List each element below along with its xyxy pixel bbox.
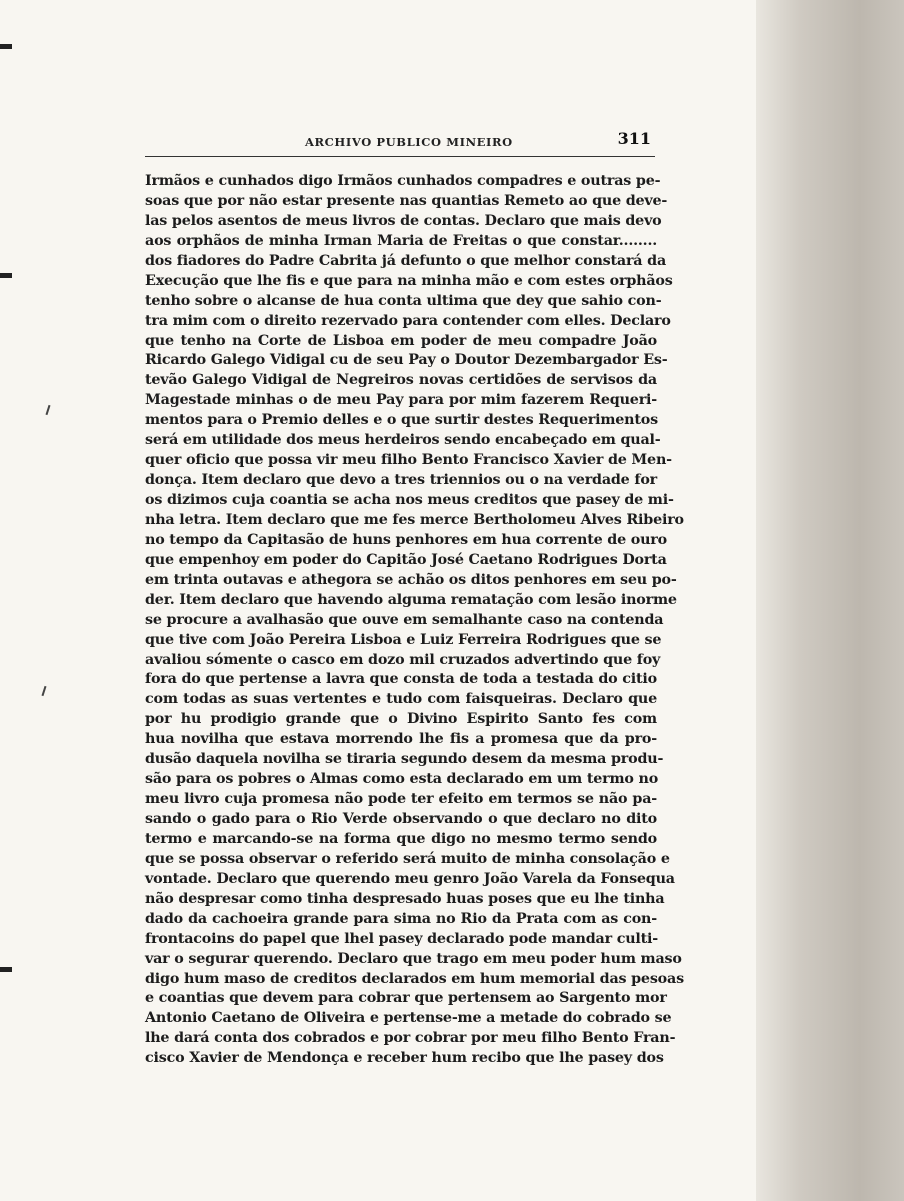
page-header xyxy=(145,127,655,151)
text-line: avaliou sómente o casco em dozo mil cruzados advertindo que foy xyxy=(145,651,661,668)
edge-tab-mark xyxy=(0,44,12,49)
text-line: fora do que pertense a lavra que consta de toda a testada do citio xyxy=(145,671,657,688)
text-line: donça. Item declaro que devo a tres triennios ou o na verdade for xyxy=(145,472,657,489)
text-line: der. Item declaro que havendo alguma rematação com lesão inorme xyxy=(145,591,677,608)
text-line: Ricardo Galego Vidigal cu de seu Pay o Doutor Dezembargador Es- xyxy=(145,352,668,369)
text-line: dusão daquela novilha se tiraria segundo desem da mesma produ- xyxy=(145,751,664,768)
text-line: frontacoins do papel que lhel pasey declarado pode mandar culti- xyxy=(145,930,658,947)
text-line: Irmãos e cunhados digo Irmãos cunhados compadres e outras pe- xyxy=(145,173,661,189)
text-line: vontade. Declaro que querendo meu genro João Varela da Fonsequa xyxy=(145,870,675,887)
running-title: ARCHIVO PUBLICO MINEIRO xyxy=(305,135,513,149)
text-line: os dizimos cuja coantia se acha nos meus creditos que pasey de mi- xyxy=(145,492,674,508)
text-line: termo e marcando-se na forma que digo no mesmo termo sendo xyxy=(145,830,657,847)
text-line: quer oficio que possa vir meu filho Bento Francisco Xavier de Men- xyxy=(145,452,672,469)
text-line: soas que por não estar presente nas quantias Remeto ao que deve- xyxy=(145,192,668,209)
text-line: que tive com João Pereira Lisboa e Luiz Ferreira Rodrigues que se xyxy=(145,631,662,648)
text-line: em trinta outavas e athegora se achão os ditos penhores em seu po- xyxy=(145,571,677,588)
text-line: digo hum maso de creditos declarados em hum memorial das pesoas xyxy=(145,970,684,987)
text-line: dos fiadores do Padre Cabrita já defunto o que melhor constará da xyxy=(145,252,667,269)
text-line: hua novilha que estava morrendo lhe fis a promesa que da pro- xyxy=(145,731,657,748)
text-line: Execução que lhe fis e que para na minha mão e com estes orphãos xyxy=(145,272,673,289)
text-line: que tenho na Corte de Lisboa em poder de meu compadre João xyxy=(145,332,657,349)
text-line: meu livro cuja promesa não pode ter efeito em termos se não pa- xyxy=(145,791,657,808)
text-line: sando o gado para o Rio Verde observando o que declaro no dito xyxy=(145,811,657,827)
text-line: tra mim com o direito rezervado para contender com elles. Declaro xyxy=(145,312,671,329)
text-line: cisco Xavier de Mendonça e receber hum recibo que lhe pasey dos xyxy=(145,1050,664,1067)
text-line: mentos para o Premio delles e o que surtir destes Requerimentos xyxy=(145,412,658,429)
text-line: será em utilidade dos meus herdeiros sendo encabeçado em qual- xyxy=(145,432,661,449)
text-line: se procure a avalhasão que ouve em semalhante caso na contenda xyxy=(145,611,664,628)
book-gutter-shadow xyxy=(756,0,904,1201)
text-line: lhe dará conta dos cobrados e por cobrar por meu filho Bento Fran- xyxy=(145,1030,676,1047)
text-line: Antonio Caetano de Oliveira e pertense-me a metade do cobrado se xyxy=(145,1010,672,1027)
text-line: no tempo da Capitasão de huns penhores em hua corrente de ouro xyxy=(145,531,667,548)
text-line: Magestade minhas o de meu Pay para por mim fazerem Requeri- xyxy=(145,392,657,409)
text-line: las pelos asentos de meus livros de contas. Declaro que mais devo xyxy=(145,212,662,229)
header-rule xyxy=(145,156,655,157)
text-line: aos orphãos de minha Irman Maria de Freitas o que constar........ xyxy=(145,232,657,249)
text-line: são para os pobres o Almas como esta declarado em um termo no xyxy=(145,771,659,788)
text-line: e coantias que devem para cobrar que pertensem ao Sargento mor xyxy=(145,990,667,1007)
text-line: que empenhoy em poder do Capitão José Caetano Rodrigues Dorta xyxy=(145,551,667,568)
text-line: não despresar como tinha despresado huas poses que eu lhe tinha xyxy=(145,890,665,907)
text-line: tevão Galego Vidigal de Negreiros novas certidões de servisos da xyxy=(145,372,657,389)
text-line: var o segurar querendo. Declaro que trago em meu poder hum maso xyxy=(145,950,682,967)
text-line: tenho sobre o alcanse de hua conta ultima que dey que sahio con- xyxy=(145,292,662,309)
edge-tab-mark xyxy=(0,273,12,278)
text-line: dado da cachoeira grande para sima no Rio da Prata com as con- xyxy=(145,910,657,927)
text-line: que se possa observar o referido será muito de minha consolação e xyxy=(145,850,670,867)
page-number: 311 xyxy=(617,129,651,148)
text-line: por hu prodigio grande que o Divino Espirito Santo fes com xyxy=(145,711,657,728)
text-line: com todas as suas vertentes e tudo com faisqueiras. Declaro que xyxy=(145,691,657,708)
body-text xyxy=(145,172,684,1069)
text-line: nha letra. Item declaro que me fes merce Bertholomeu Alves Ribeiro xyxy=(145,511,684,528)
edge-tab-mark xyxy=(0,967,12,972)
